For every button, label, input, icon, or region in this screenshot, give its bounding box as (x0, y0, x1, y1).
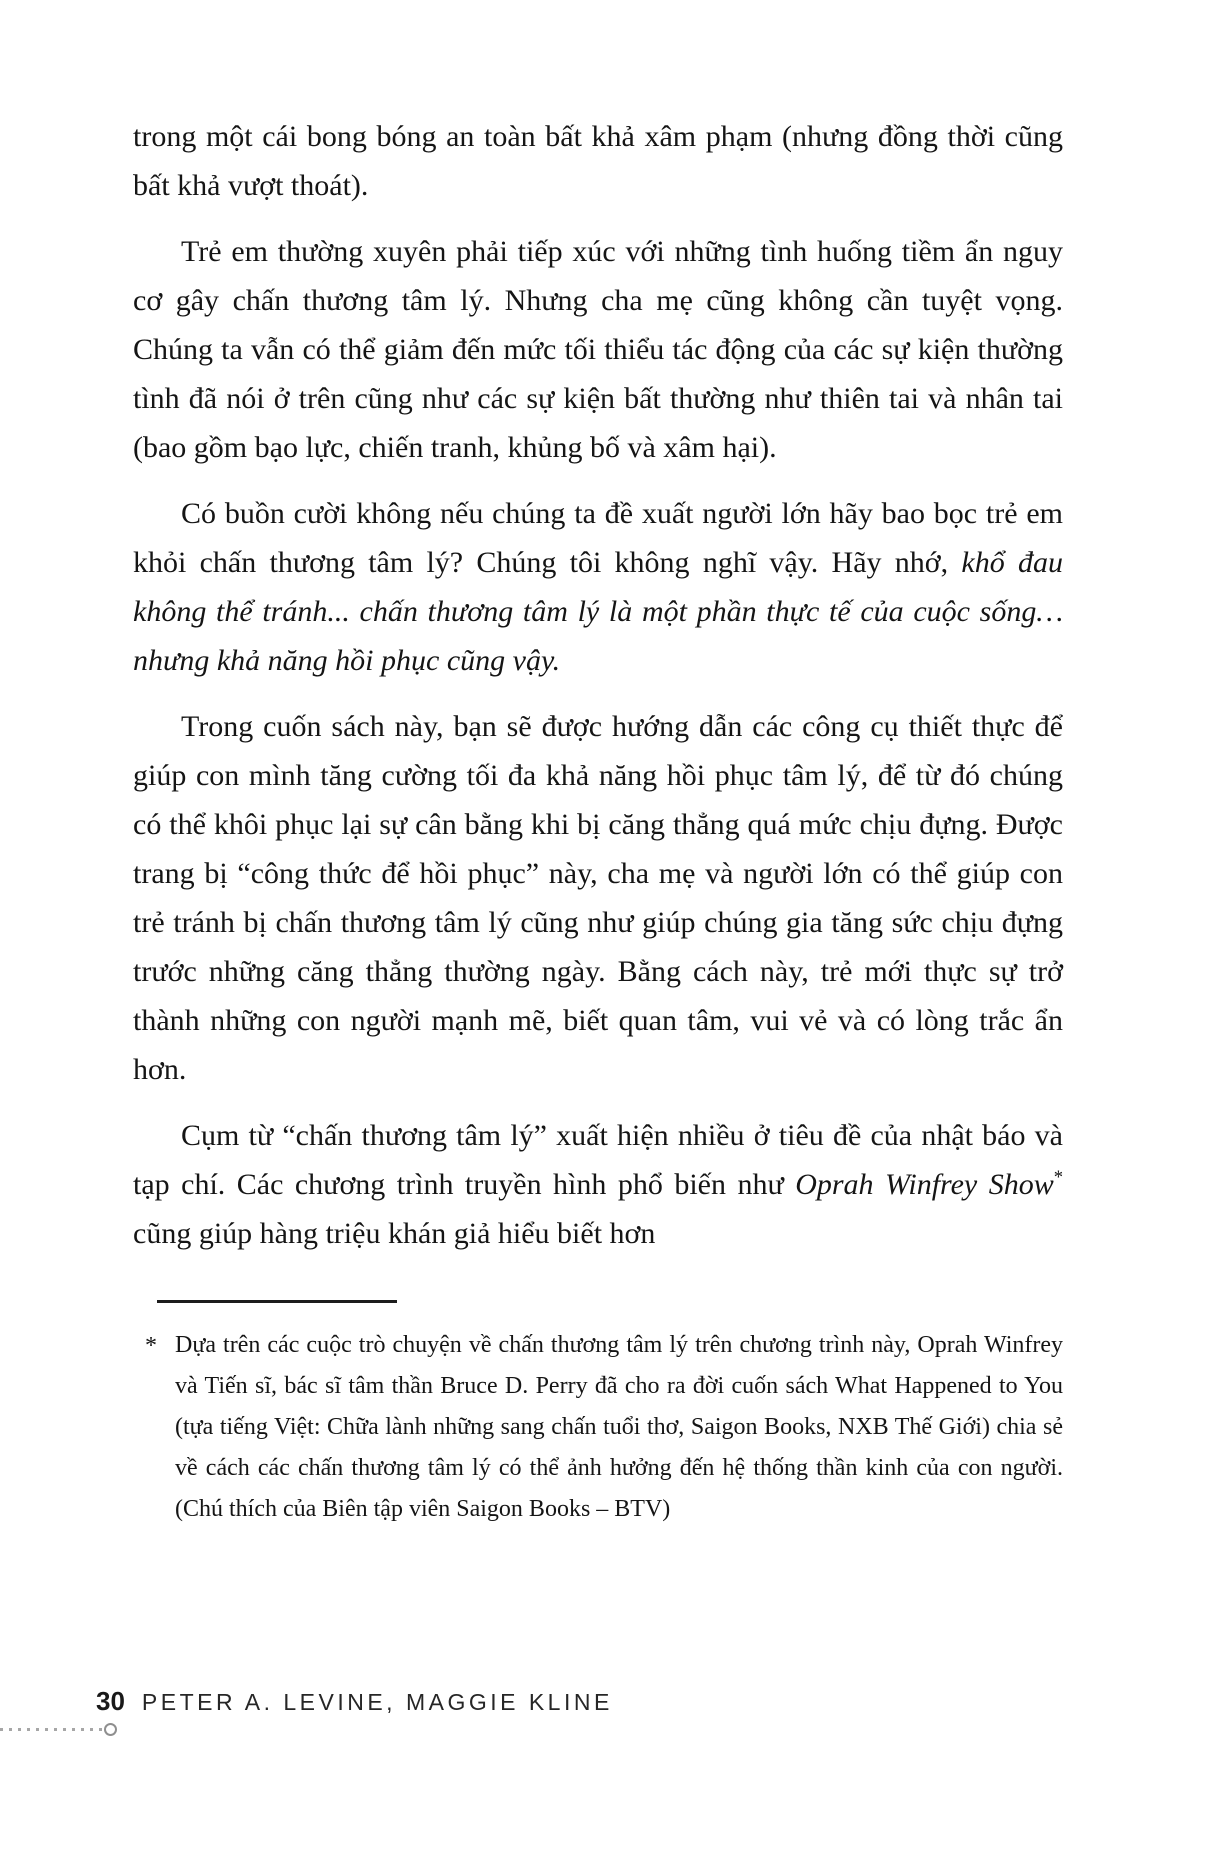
text-column (133, 112, 1063, 1530)
paragraph-text: trong một cái bong bóng an toàn bất khả xâm phạm (nhưng đồng thời cũng bất khả vượt thoát). (133, 120, 1063, 202)
circle-ornament-icon (104, 1723, 117, 1736)
footnote-marker-asterisk: * (145, 1333, 157, 1359)
footnote-divider (157, 1300, 397, 1303)
footer-ornament (0, 1722, 122, 1736)
paragraph (133, 489, 1063, 685)
paragraph (133, 702, 1063, 1094)
paragraph-text: Cụm từ “chấn thương tâm lý” xuất hiện nhiều ở tiêu đề của nhật báo và tạp chí. Các chương trình truyền hình phổ biến như (133, 1119, 1063, 1201)
paragraph (133, 1111, 1063, 1258)
paragraph-text-italic: khổ đau không thể tránh... chấn thương tâm lý là một phần thực tế của cuộc sống… nhưng khả năng hồi phục cũng vậy. (133, 546, 1063, 677)
show-title-italic: Oprah Winfrey Show (795, 1168, 1054, 1201)
page-footer (96, 1686, 613, 1717)
paragraph (133, 227, 1063, 472)
dotted-line (0, 1728, 104, 1731)
paragraph-text: Trẻ em thường xuyên phải tiếp xúc với những tình huống tiềm ẩn nguy cơ gây chấn thương tâm lý. Nhưng cha mẹ cũng không cần tuyệt vọng. Chúng ta vẫn có thể giảm đến mức tối thiểu tác động của các sự kiện thường tình đã nói ở trên cũng như các sự kiện bất thường như thiên tai và nhân tai (bao gồm bạo lực, chiến tranh, khủng bố và xâm hại). (133, 235, 1063, 464)
paragraph-continuation (133, 112, 1063, 210)
paragraph-text: Có buồn cười không nếu chúng ta đề xuất người lớn hãy bao bọc trẻ em khỏi chấn thương tâm lý? Chúng tôi không nghĩ vậy. Hãy nhớ, (133, 497, 1063, 579)
running-footer-authors: PETER A. LEVINE, MAGGIE KLINE (141, 1689, 613, 1715)
paragraph-text: cũng giúp hàng triệu khán giả hiểu biết hơn (133, 1217, 656, 1250)
page-number: 30 (96, 1686, 125, 1716)
footnote (133, 1325, 1063, 1530)
footnote-reference-asterisk: * (1053, 1167, 1063, 1188)
paragraph-text: Trong cuốn sách này, bạn sẽ được hướng dẫn các công cụ thiết thực để giúp con mình tăng cường tối đa khả năng hồi phục tâm lý, để từ đó chúng có thể khôi phục lại sự cân bằng khi bị căng thẳng quá mức chịu đựng. Được trang bị “công thức để hồi phục” này, cha mẹ và người lớn có thể giúp con trẻ tránh bị chấn thương tâm lý cũng như giúp chúng gia tăng sức chịu đựng trước những căng thẳng thường ngày. Bằng cách này, trẻ mới thực sự trở thành những con người mạnh mẽ, biết quan tâm, vui vẻ và có lòng trắc ẩn hơn. (133, 710, 1063, 1086)
footnote-text: Dựa trên các cuộc trò chuyện về chấn thương tâm lý trên chương trình này, Oprah Winfrey và Tiến sĩ, bác sĩ tâm thần Bruce D. Perry đã cho ra đời cuốn sách What Happened to You (tựa tiếng Việt: Chữa lành những sang chấn tuổi thơ, Saigon Books, NXB Thế Giới) chia sẻ về cách các chấn thương tâm lý có thể ảnh hưởng đến hệ thống thần kinh của con người. (Chú thích của Biên tập viên Saigon Books – BTV) (175, 1332, 1063, 1522)
